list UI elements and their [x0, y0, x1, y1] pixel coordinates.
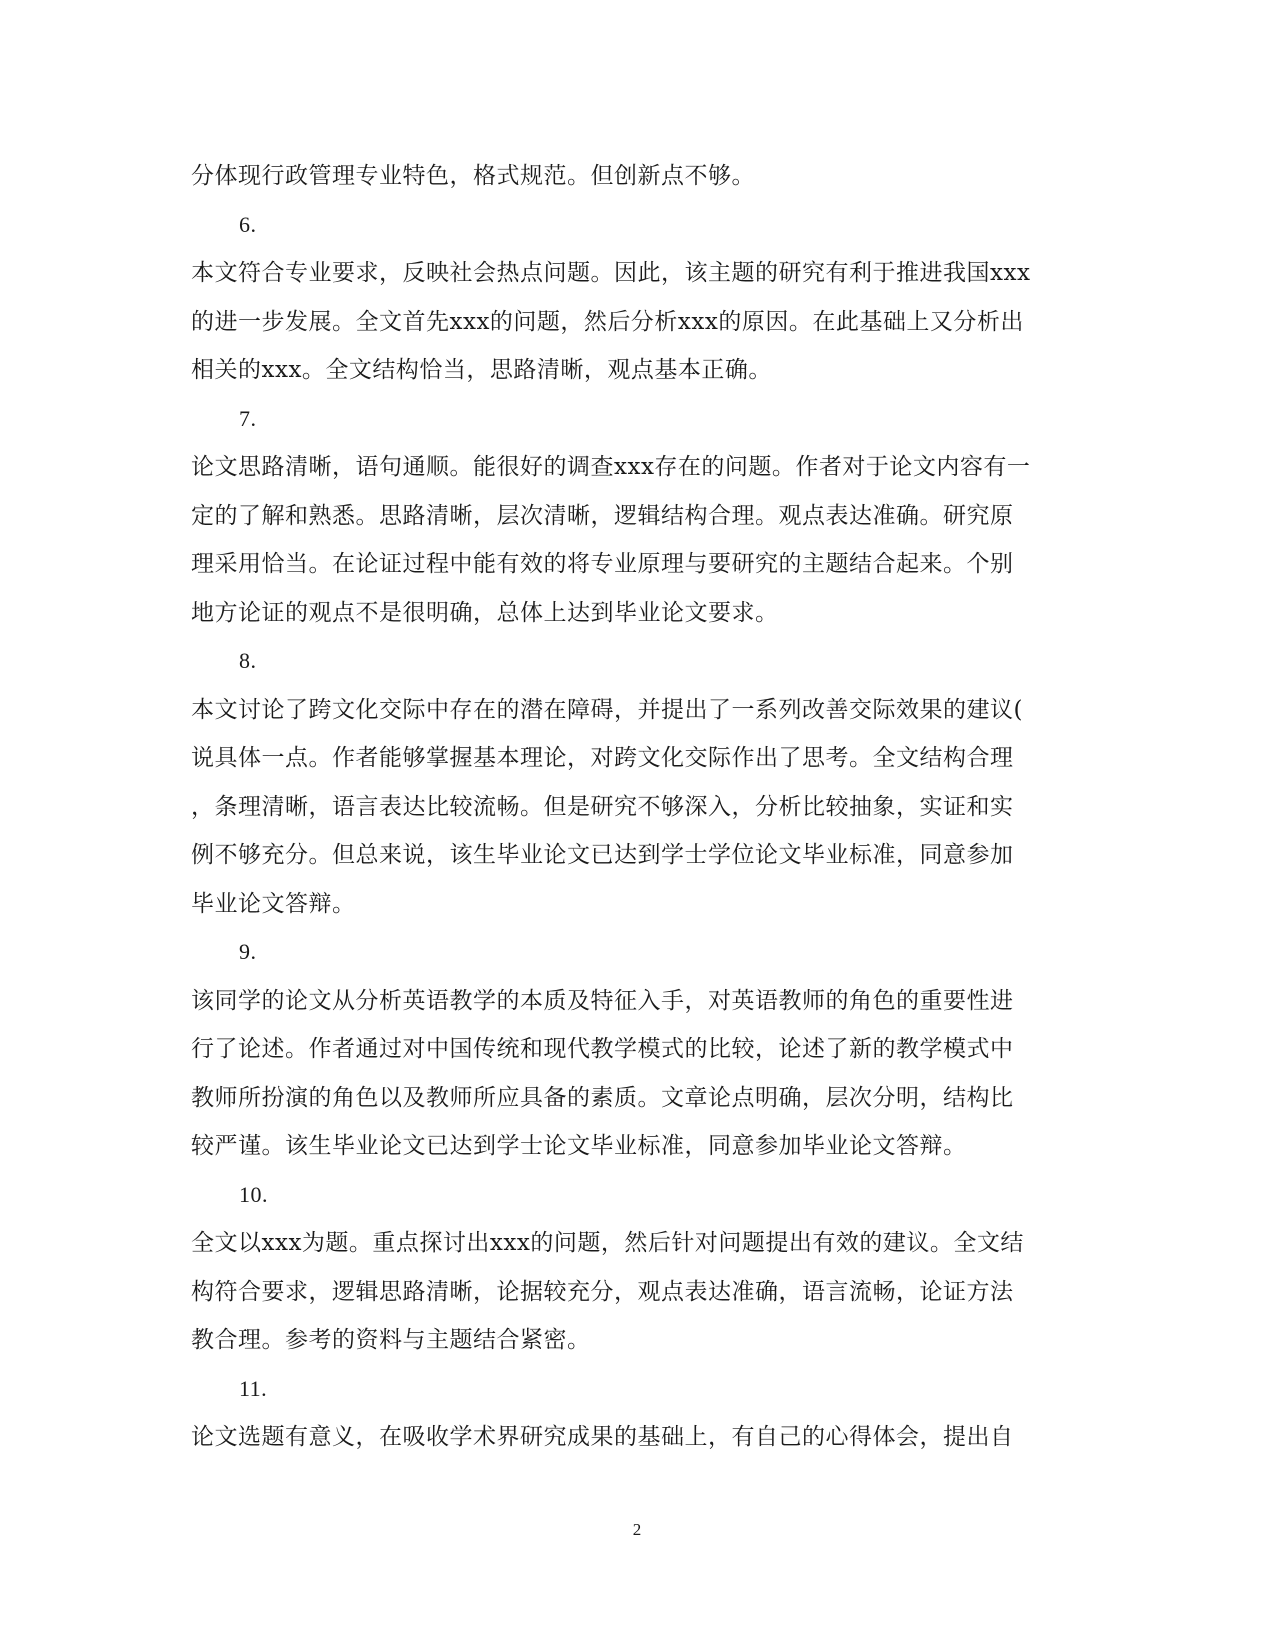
text-line: 说具体一点。作者能够掌握基本理论，对跨文化交际作出了思考。全文结构合理 — [191, 745, 1014, 771]
text-line: 全文以xxx为题。重点探讨出xxx的问题，然后针对问题提出有效的建议。全文结 — [191, 1230, 1024, 1256]
text-line: 教师所扮演的角色以及教师所应具备的素质。文章论点明确，层次分明，结构比 — [191, 1084, 1014, 1111]
page-number: 2 — [632, 1520, 642, 1539]
text-line: 论文选题有意义，在吸收学术界研究成果的基础上，有自己的心得体会，提出自 — [191, 1424, 1014, 1450]
item-number: 11. — [239, 1375, 268, 1401]
item-number: 10. — [239, 1181, 268, 1207]
text-line: ，条理清晰，语言表达比较流畅。但是研究不够深入，分析比较抽象，实证和实 — [191, 793, 1014, 820]
item-number: 9. — [239, 939, 257, 964]
text-line: 本文讨论了跨文化交际中存在的潜在障碍，并提出了一系列改善交际效果的建议( — [191, 696, 1023, 723]
text-line: 理采用恰当。在论证过程中能有效的将专业原理与要研究的主题结合起来。个别 — [191, 551, 1014, 577]
text-line: 毕业论文答辩。 — [191, 890, 356, 917]
text-line: 的进一步发展。全文首先xxx的问题，然后分析xxx的原因。在此基础上又分析出 — [191, 308, 1024, 335]
text-line: 例不够充分。但总来说，该生毕业论文已达到学士学位论文毕业标准，同意参加 — [191, 842, 1014, 868]
text-line: 该同学的论文从分析英语教学的本质及特征入手，对英语教师的角色的重要性进 — [191, 987, 1014, 1014]
text-line: 教合理。参考的资料与主题结合紧密。 — [191, 1327, 591, 1353]
text-line: 本文符合专业要求，反映社会热点问题。因此，该主题的研究有利于推进我国xxx — [191, 260, 1031, 286]
item-number: 6. — [239, 211, 257, 237]
text-line: 分体现行政管理专业特色，格式规范。但创新点不够。 — [191, 163, 755, 189]
text-line: 较严谨。该生毕业论文已达到学士论文毕业标准，同意参加毕业论文答辩。 — [191, 1133, 967, 1159]
item-number: 7. — [239, 405, 257, 431]
text-line: 构符合要求，逻辑思路清晰，论据较充分，观点表达准确，语言流畅，论证方法 — [191, 1278, 1014, 1305]
text-line: 行了论述。作者通过对中国传统和现代教学模式的比较，论述了新的教学模式中 — [191, 1036, 1014, 1062]
item-number: 8. — [239, 648, 257, 673]
text-line: 相关的xxx。全文结构恰当，思路清晰，观点基本正确。 — [191, 357, 772, 383]
text-line: 论文思路清晰，语句通顺。能很好的调查xxx存在的问题。作者对于论文内容有一 — [191, 454, 1031, 480]
text-line: 定的了解和熟悉。思路清晰，层次清晰，逻辑结构合理。观点表达准确。研究原 — [191, 502, 1014, 529]
text-line: 地方论证的观点不是很明确，总体上达到毕业论文要求。 — [191, 599, 779, 626]
document-body — [191, 152, 1083, 1462]
